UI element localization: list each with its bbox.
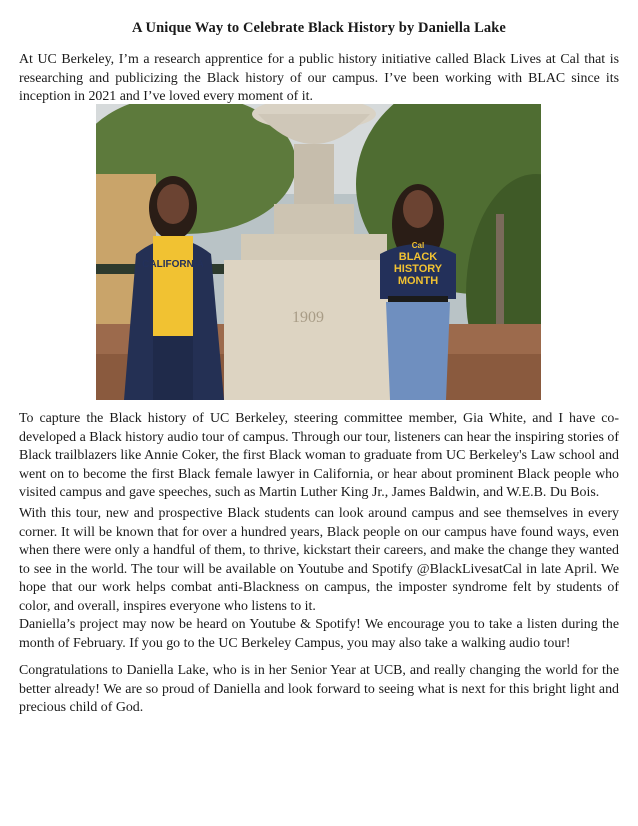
left-person-pants: [153, 336, 193, 400]
left-shirt-text: CALIFORNIA: [142, 259, 204, 270]
right-person-belt: [388, 296, 448, 302]
pillar-base: [224, 260, 404, 400]
paragraph-congratulations: Congratulations to Daniella Lake, who is in her Senior Year at UCB, and really changing the world for the better already! We are so proud of Daniella and look forward to seeing what is next for this bright light and precious child of God.: [19, 663, 619, 716]
urn-stem: [294, 144, 334, 204]
right-shirt-line-3: HISTORY: [393, 263, 443, 275]
article-title: A Unique Way to Celebrate Black History by Daniella Lake: [132, 20, 506, 36]
left-person-shirt: [153, 236, 193, 336]
right-person-face: [403, 190, 433, 228]
pillar-ledge: [241, 234, 387, 260]
paragraph-audio-tour: To capture the Black history of UC Berkeley, steering committee member, Gia White, and I have co-developed a Black history audio tour of campus. Through our tour, listeners can hear the inspiring stories of Black trailblazers like Annie Coker, the first Black woman to graduate from UC Berkeley's Law school and went on to become the first Black female lawyer in California, or hear about prominent Black people who visited campus and gave speeches, such as Martin Luther King Jr., James Baldwin, and W.E.B. Du Bois.: [19, 411, 619, 501]
paragraph-listen: Daniella’s project may now be heard on Youtube & Spotify! We encourage you to take a listen during the month of February. If you go to the UC Berkeley Campus, you may also take a walking audio tour!: [19, 617, 619, 651]
right-shirt-line-1: Cal: [411, 241, 425, 250]
paragraph-intro: At UC Berkeley, I’m a research apprentice for a public history initiative called Black Lives at Cal that is researching and publicizing the Black history of our campus. I’ve been working with BLAC since its inception in 2021 and I’ve loved every moment of it.: [19, 52, 619, 105]
photo-illustration: [96, 104, 541, 400]
article-photo: [96, 104, 541, 400]
paragraph-impact: With this tour, new and prospective Black students can look around campus and see themselves in every corner. It will be known that for over a hundred years, Black people on our campus have found ways, even when there were only a handful of them, to thrive, kickstart their careers, and make the change they wanted to see in the world. The tour will be available on Youtube and Spotify @BlackLivesatCal in late April. We hope that our work helps combat anti-Blackness on campus, the imposter syndrome felt by students of color, and overall, inspires everyone who listens to it.: [19, 506, 619, 614]
left-person-face: [157, 184, 189, 224]
pillar-cap: [274, 204, 354, 234]
right-shirt-line-4: MONTH: [397, 275, 439, 287]
right-shirt-line-2: BLACK: [398, 251, 438, 263]
pillar-inscription: 1909: [292, 309, 324, 326]
right-person-jeans: [386, 302, 450, 400]
